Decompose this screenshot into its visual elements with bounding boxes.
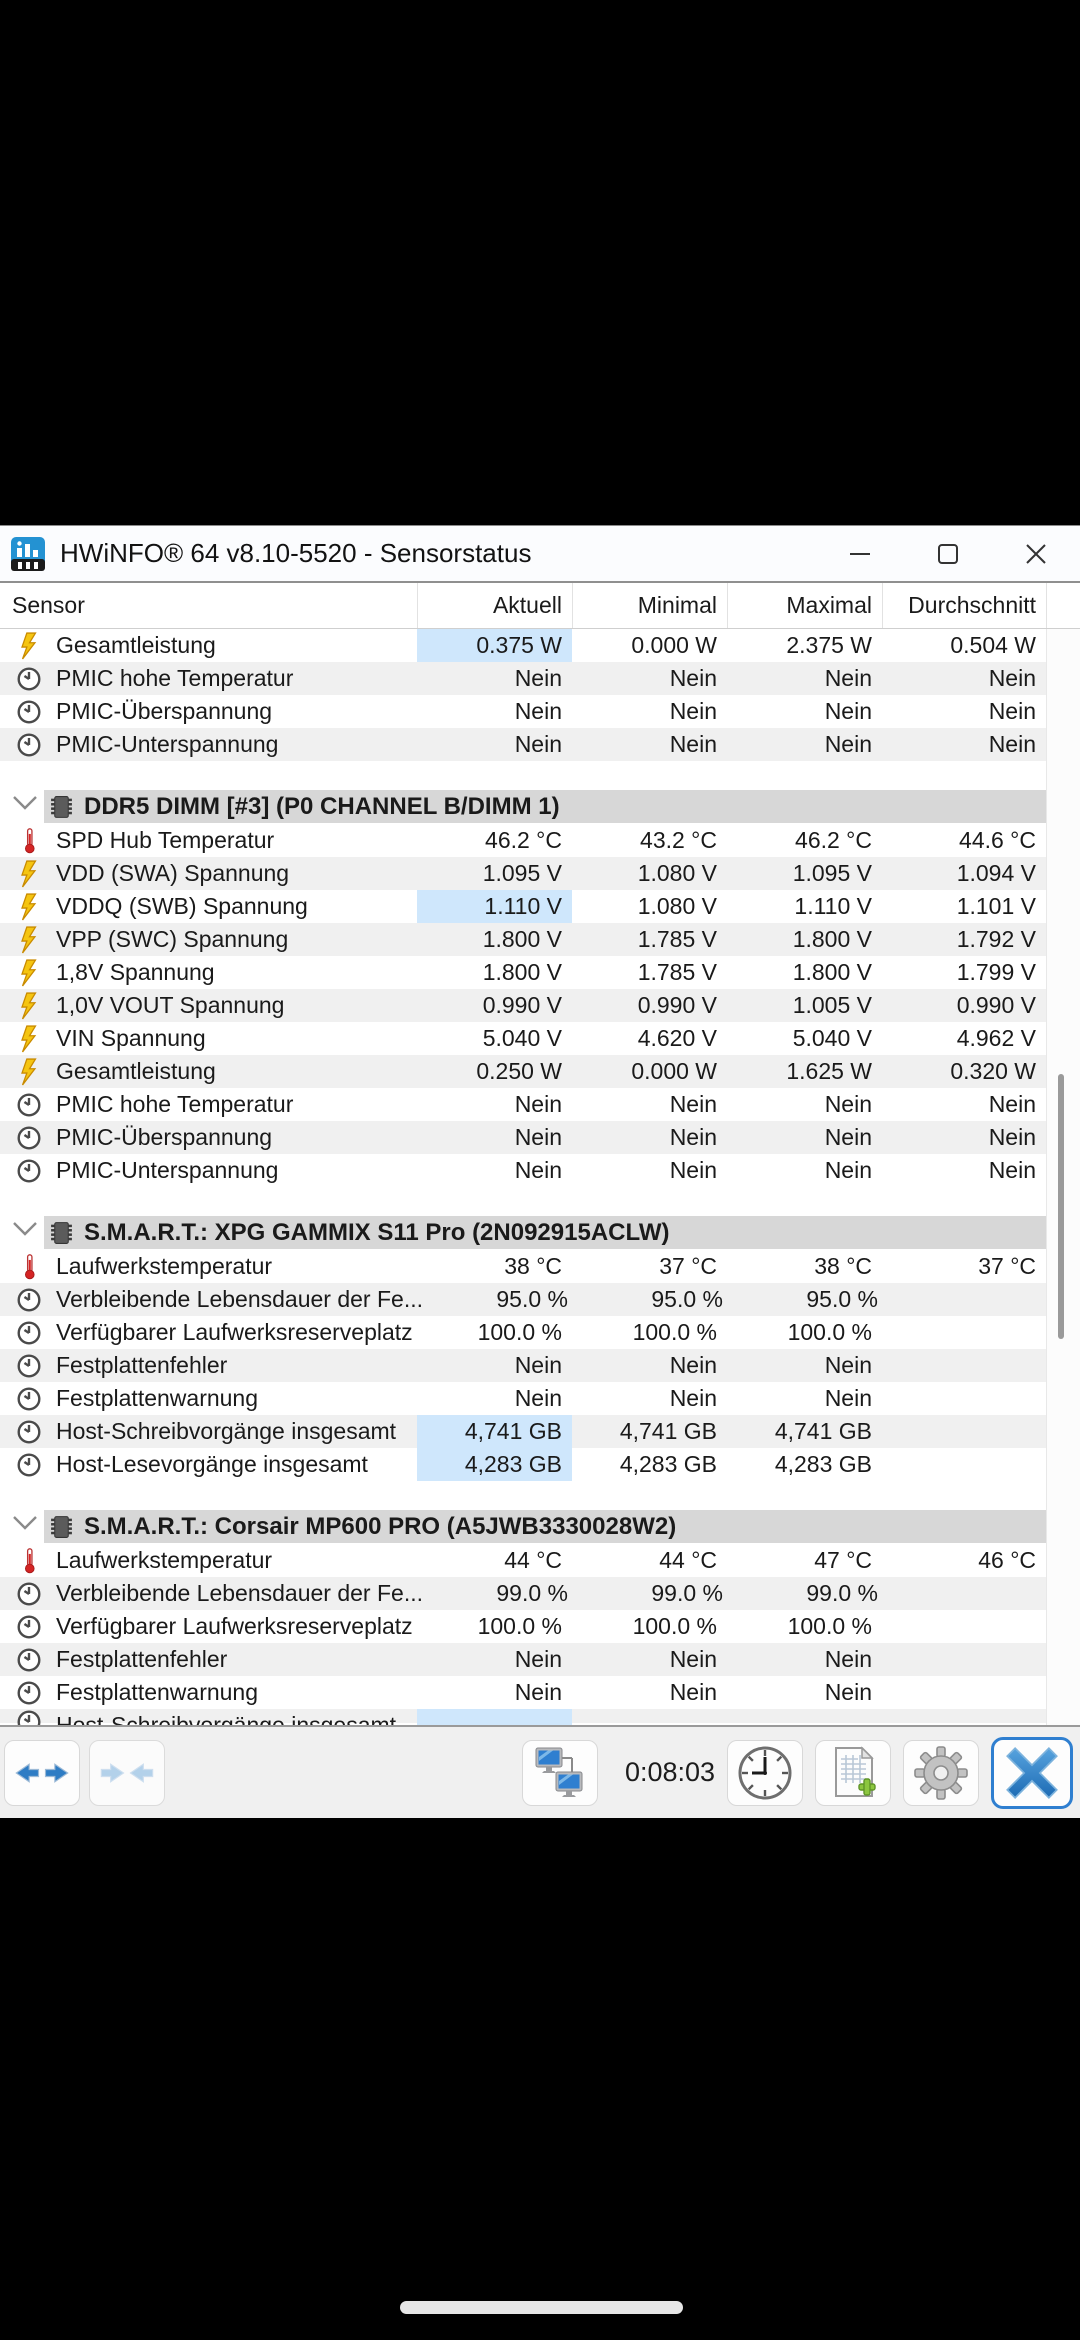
section-header-row[interactable] bbox=[0, 1215, 1046, 1250]
cell-minimal: Nein bbox=[669, 698, 717, 724]
cell-aktuell: 0.250 W bbox=[476, 1058, 562, 1084]
cell-durchschnitt: Nein bbox=[988, 1091, 1036, 1117]
sensor-label: Festplattenwarnung bbox=[56, 1679, 259, 1705]
collapse-sensor-values-button[interactable] bbox=[89, 1740, 165, 1806]
cell-maximal: 4,741 GB bbox=[774, 1418, 872, 1444]
gear-icon bbox=[913, 1745, 969, 1801]
clock-counter-icon bbox=[14, 1353, 44, 1379]
clock-counter-icon bbox=[14, 1287, 44, 1313]
cell-minimal: Nein bbox=[669, 1385, 717, 1411]
cell-durchschnitt: 1.101 V bbox=[956, 893, 1036, 919]
cell-maximal: 47 °C bbox=[814, 1547, 872, 1573]
cell-durchschnitt: 4.962 V bbox=[956, 1025, 1036, 1051]
sensor-row[interactable] bbox=[0, 1121, 1046, 1154]
cell-maximal: Nein bbox=[824, 1157, 872, 1183]
sensor-row[interactable] bbox=[0, 1643, 1046, 1676]
cell-minimal: Nein bbox=[669, 731, 717, 757]
cell-minimal: Nein bbox=[669, 1124, 717, 1150]
cell-minimal: Nein bbox=[669, 1646, 717, 1672]
cell-minimal: 1.080 V bbox=[637, 860, 717, 886]
minimize-button[interactable] bbox=[816, 526, 904, 581]
cell-aktuell: 0.375 W bbox=[417, 629, 572, 662]
sensor-row[interactable] bbox=[0, 1415, 1046, 1448]
sensor-label: 1,0V VOUT Spannung bbox=[56, 992, 285, 1018]
cell-aktuell: Nein bbox=[514, 1646, 562, 1672]
cell-aktuell: Nein bbox=[514, 698, 562, 724]
section-gap bbox=[0, 1481, 1046, 1509]
cell-maximal: 100.0 % bbox=[787, 1613, 872, 1639]
chevron-down-icon[interactable] bbox=[11, 793, 39, 818]
cell-maximal: 38 °C bbox=[814, 1253, 872, 1279]
window-controls bbox=[816, 526, 1080, 581]
chevron-down-icon[interactable] bbox=[11, 1513, 39, 1538]
cell-aktuell: 1.800 V bbox=[482, 959, 562, 985]
sensor-label: PMIC-Unterspannung bbox=[56, 731, 279, 757]
sensor-label: Host-Schreibvorgänge insgesamt bbox=[56, 1418, 397, 1444]
sensor-label: Laufwerkstemperatur bbox=[56, 1253, 273, 1279]
thermometer-icon bbox=[14, 827, 44, 854]
uptime-counter: 0:08:03 bbox=[624, 1757, 716, 1787]
report-add-icon bbox=[826, 1745, 880, 1801]
remote-monitoring-button[interactable] bbox=[522, 1740, 598, 1806]
sensor-row[interactable] bbox=[0, 1088, 1046, 1121]
lightning-bolt-icon bbox=[14, 632, 44, 660]
close-x-icon bbox=[1005, 1746, 1059, 1800]
sensor-label: 1,8V Spannung bbox=[56, 959, 215, 985]
sensor-label: PMIC hohe Temperatur bbox=[56, 1091, 294, 1117]
network-monitors-icon bbox=[534, 1746, 586, 1800]
clock-counter-icon bbox=[14, 1452, 44, 1478]
sensor-label: Laufwerkstemperatur bbox=[56, 1547, 273, 1573]
cell-minimal: 37 °C bbox=[659, 1253, 717, 1279]
cell-maximal: Nein bbox=[824, 1124, 872, 1150]
cell-maximal: 1.625 W bbox=[786, 1058, 872, 1084]
lightning-bolt-icon bbox=[14, 992, 44, 1020]
cell-aktuell: 100.0 % bbox=[477, 1613, 562, 1639]
cell-aktuell: 1.110 V bbox=[417, 890, 572, 923]
sensor-label: Verbleibende Lebensdauer der Fe... bbox=[56, 1580, 423, 1606]
sensor-label: Verfügbarer Laufwerksreserveplatz bbox=[56, 1613, 413, 1639]
sensor-label: Gesamtleistung bbox=[56, 632, 216, 658]
hwinfo-sensor-window bbox=[0, 525, 1080, 1817]
clock-counter-icon bbox=[14, 1092, 44, 1118]
cell-aktuell: 95.0 % bbox=[496, 1286, 568, 1312]
cell-aktuell: 5.040 V bbox=[482, 1025, 562, 1051]
section-band bbox=[44, 1216, 1046, 1249]
header-scrollbar-gutter bbox=[1046, 583, 1080, 628]
section-header-row[interactable] bbox=[0, 789, 1046, 824]
sensor-label: Festplattenfehler bbox=[56, 1646, 228, 1672]
sensor-table-body bbox=[0, 629, 1046, 1723]
cell-maximal: 1.095 V bbox=[792, 860, 872, 886]
sensor-row[interactable] bbox=[0, 695, 1046, 728]
cell-aktuell: Nein bbox=[514, 1091, 562, 1117]
maximize-button[interactable] bbox=[904, 526, 992, 581]
cell-minimal: 99.0 % bbox=[651, 1580, 723, 1606]
section-title: S.M.A.R.T.: Corsair MP600 PRO (A5JWB3330028W2) bbox=[84, 1512, 677, 1540]
cell-maximal: 1.005 V bbox=[792, 992, 872, 1018]
clock-counter-icon bbox=[14, 1581, 44, 1607]
cell-aktuell: Nein bbox=[514, 1157, 562, 1183]
sensor-row[interactable] bbox=[0, 1448, 1046, 1481]
cell-maximal: 4,283 GB bbox=[774, 1451, 872, 1477]
cell-minimal: Nein bbox=[669, 1157, 717, 1183]
sensor-row[interactable] bbox=[0, 857, 1046, 890]
cell-aktuell: 4,741 GB bbox=[417, 1415, 572, 1448]
cell-durchschnitt: 1.799 V bbox=[956, 959, 1036, 985]
cell-maximal: 1.110 V bbox=[794, 893, 872, 919]
sensor-row[interactable] bbox=[0, 923, 1046, 956]
clock-counter-icon bbox=[14, 1320, 44, 1346]
clock-counter-icon bbox=[14, 1419, 44, 1445]
cell-minimal: 0.990 V bbox=[637, 992, 717, 1018]
sensor-row[interactable] bbox=[0, 1055, 1046, 1088]
arrows-expand-icon bbox=[14, 1759, 70, 1787]
lightning-bolt-icon bbox=[14, 1025, 44, 1053]
section-gap bbox=[0, 1187, 1046, 1215]
section-title: DDR5 DIMM [#3] (P0 CHANNEL B/DIMM 1) bbox=[84, 792, 560, 820]
sensor-row[interactable] bbox=[0, 1577, 1046, 1610]
hwinfo-app-icon bbox=[10, 536, 46, 572]
sensor-label: SPD Hub Temperatur bbox=[56, 827, 275, 853]
cell-durchschnitt: 0.990 V bbox=[956, 992, 1036, 1018]
cell-durchschnitt: 37 °C bbox=[978, 1253, 1036, 1279]
clock-counter-icon bbox=[14, 1386, 44, 1412]
sensor-row[interactable] bbox=[0, 1349, 1046, 1382]
cell-maximal: Nein bbox=[824, 731, 872, 757]
sensor-label: VIN Spannung bbox=[56, 1025, 206, 1051]
cell-durchschnitt: 0.320 W bbox=[950, 1058, 1036, 1084]
section-band bbox=[44, 790, 1046, 823]
sensor-row[interactable] bbox=[0, 1544, 1046, 1577]
cell-aktuell: 0.990 V bbox=[482, 992, 562, 1018]
sensor-label: VDDQ (SWB) Spannung bbox=[56, 893, 308, 919]
lightning-bolt-icon bbox=[14, 926, 44, 954]
cell-durchschnitt bbox=[888, 1577, 1052, 1610]
cell-maximal: Nein bbox=[824, 698, 872, 724]
cell-durchschnitt bbox=[882, 1676, 1046, 1709]
clock-counter-icon bbox=[14, 1158, 44, 1184]
sensor-row[interactable] bbox=[0, 1154, 1046, 1187]
cell-minimal: Nein bbox=[669, 1352, 717, 1378]
section-header-row[interactable] bbox=[0, 1509, 1046, 1544]
toolbar-left-buttons bbox=[4, 1740, 165, 1806]
window-title: HWiNFO® 64 v8.10-5520 - Sensorstatus bbox=[60, 538, 532, 568]
cell-aktuell: Nein bbox=[514, 1352, 562, 1378]
cell-aktuell: Nein bbox=[514, 665, 562, 691]
cell-maximal: 95.0 % bbox=[806, 1286, 878, 1312]
column-header-sensor[interactable]: Sensor bbox=[12, 592, 85, 618]
section-gap bbox=[0, 761, 1046, 789]
sensor-row[interactable] bbox=[0, 1610, 1046, 1643]
cell-maximal: 1.800 V bbox=[792, 959, 872, 985]
sensor-table bbox=[0, 629, 1080, 1725]
toolbar-right-buttons bbox=[727, 1737, 1073, 1809]
column-header-row bbox=[0, 583, 1080, 629]
sensor-label: PMIC hohe Temperatur bbox=[56, 665, 294, 691]
column-header-minimal[interactable]: Minimal bbox=[572, 583, 727, 628]
sensor-label: Verfügbarer Laufwerksreserveplatz bbox=[56, 1319, 413, 1345]
sensor-row[interactable] bbox=[0, 1676, 1046, 1709]
cell-maximal: 2.375 W bbox=[786, 632, 872, 658]
clock-counter-icon bbox=[14, 732, 44, 758]
expand-sensor-values-button[interactable] bbox=[4, 1740, 80, 1806]
sensor-row[interactable] bbox=[0, 824, 1046, 857]
sensor-row[interactable] bbox=[0, 1316, 1046, 1349]
clock-counter-icon bbox=[14, 699, 44, 725]
cell-minimal: 1.785 V bbox=[637, 926, 717, 952]
cell-aktuell: 4,283 GB bbox=[417, 1448, 572, 1481]
cell-durchschnitt bbox=[882, 1643, 1046, 1676]
vertical-scrollbar[interactable] bbox=[1046, 629, 1080, 1725]
cell-aktuell: Nein bbox=[514, 1124, 562, 1150]
lightning-bolt-icon bbox=[14, 860, 44, 888]
cell-durchschnitt bbox=[888, 1283, 1052, 1316]
cell-maximal: Nein bbox=[824, 665, 872, 691]
sensor-label: Host-Lesevorgänge insgesamt bbox=[56, 1451, 368, 1477]
cell-aktuell: 100.0 % bbox=[477, 1319, 562, 1345]
sensor-row[interactable] bbox=[0, 662, 1046, 695]
cell-durchschnitt: 1.094 V bbox=[956, 860, 1036, 886]
cell-minimal: 4.620 V bbox=[637, 1025, 717, 1051]
cell-maximal: Nein bbox=[824, 1646, 872, 1672]
cell-minimal: 100.0 % bbox=[632, 1319, 717, 1345]
cell-aktuell: 44 °C bbox=[504, 1547, 562, 1573]
logging-report-button[interactable] bbox=[815, 1740, 891, 1806]
cell-durchschnitt: 46 °C bbox=[978, 1547, 1036, 1573]
cell-durchschnitt bbox=[882, 1448, 1046, 1481]
cell-aktuell: Nein bbox=[514, 1385, 562, 1411]
cell-maximal: 99.0 % bbox=[806, 1580, 878, 1606]
uptime-clock-button[interactable] bbox=[727, 1740, 803, 1806]
cell-maximal: 5.040 V bbox=[792, 1025, 872, 1051]
cell-minimal: Nein bbox=[669, 665, 717, 691]
sensor-row[interactable] bbox=[0, 1022, 1046, 1055]
sensor-label: VDD (SWA) Spannung bbox=[56, 860, 290, 886]
cell-minimal: 95.0 % bbox=[651, 1286, 723, 1312]
home-indicator[interactable] bbox=[400, 2301, 683, 2314]
thermometer-icon bbox=[14, 1253, 44, 1280]
sensor-label: PMIC-Überspannung bbox=[56, 1124, 273, 1150]
cell-durchschnitt bbox=[882, 1382, 1046, 1415]
sensor-label: VPP (SWC) Spannung bbox=[56, 926, 289, 952]
memory-chip-icon bbox=[49, 1219, 74, 1247]
memory-chip-icon bbox=[49, 1513, 74, 1541]
cell-durchschnitt: 1.792 V bbox=[956, 926, 1036, 952]
sensor-row[interactable] bbox=[0, 989, 1046, 1022]
thermometer-icon bbox=[14, 1547, 44, 1574]
cell-minimal: 0.000 W bbox=[631, 1058, 717, 1084]
clock-counter-icon bbox=[14, 1614, 44, 1640]
cell-minimal: 1.080 V bbox=[637, 893, 717, 919]
close-button[interactable] bbox=[992, 526, 1080, 581]
cell-durchschnitt: Nein bbox=[988, 698, 1036, 724]
cell-minimal: 4,283 GB bbox=[619, 1451, 717, 1477]
cell-durchschnitt bbox=[882, 1415, 1046, 1448]
sensor-label: Gesamtleistung bbox=[56, 1058, 216, 1084]
sensor-label: Verbleibende Lebensdauer der Fe... bbox=[56, 1286, 423, 1312]
cell-durchschnitt bbox=[882, 1349, 1046, 1382]
clock-counter-icon bbox=[14, 1647, 44, 1673]
cell-maximal: Nein bbox=[824, 1679, 872, 1705]
cell-aktuell: Nein bbox=[514, 1679, 562, 1705]
cell-maximal: 1.800 V bbox=[792, 926, 872, 952]
scrollbar-thumb[interactable] bbox=[1058, 1074, 1064, 1339]
cell-minimal: 4,741 GB bbox=[619, 1418, 717, 1444]
cell-durchschnitt: 44.6 °C bbox=[959, 827, 1036, 853]
cell-minimal: 44 °C bbox=[659, 1547, 717, 1573]
lightning-bolt-icon bbox=[14, 1058, 44, 1086]
chevron-down-icon[interactable] bbox=[11, 1219, 39, 1244]
cell-durchschnitt: Nein bbox=[988, 1124, 1036, 1150]
clock-counter-icon bbox=[14, 666, 44, 692]
sensor-row[interactable] bbox=[0, 1382, 1046, 1415]
column-header-maximal[interactable]: Maximal bbox=[727, 583, 882, 628]
toolbar-center-buttons bbox=[522, 1740, 598, 1806]
cell-maximal: 46.2 °C bbox=[795, 827, 872, 853]
cell-aktuell: 1.095 V bbox=[482, 860, 562, 886]
cell-maximal: Nein bbox=[824, 1352, 872, 1378]
title-bar[interactable] bbox=[0, 526, 1080, 581]
cell-minimal: Nein bbox=[669, 1091, 717, 1117]
sensor-label: Festplattenwarnung bbox=[56, 1385, 259, 1411]
settings-button[interactable] bbox=[903, 1740, 979, 1806]
cell-maximal: Nein bbox=[824, 1091, 872, 1117]
sensor-label: PMIC-Überspannung bbox=[56, 698, 273, 724]
section-title: S.M.A.R.T.: XPG GAMMIX S11 Pro (2N092915ACLW) bbox=[84, 1218, 670, 1246]
column-header-aktuell[interactable]: Aktuell bbox=[417, 583, 572, 628]
cell-maximal: 100.0 % bbox=[787, 1319, 872, 1345]
cell-aktuell: Nein bbox=[514, 731, 562, 757]
sensor-row[interactable] bbox=[0, 728, 1046, 761]
section-band bbox=[44, 1510, 1046, 1543]
cell-minimal: 100.0 % bbox=[632, 1613, 717, 1639]
cell-minimal: 43.2 °C bbox=[640, 827, 717, 853]
sensor-row[interactable] bbox=[0, 956, 1046, 989]
column-header-durchschnitt[interactable]: Durchschnitt bbox=[882, 583, 1046, 628]
sensor-label: PMIC-Unterspannung bbox=[56, 1157, 279, 1183]
cell-maximal: Nein bbox=[824, 1385, 872, 1411]
cell-minimal: 0.000 W bbox=[631, 632, 717, 658]
cell-durchschnitt: Nein bbox=[988, 665, 1036, 691]
cell-minimal: 1.785 V bbox=[637, 959, 717, 985]
sensor-row[interactable] bbox=[0, 1283, 1046, 1316]
cell-durchschnitt bbox=[882, 1316, 1046, 1349]
cell-durchschnitt bbox=[882, 1610, 1046, 1643]
bottom-toolbar bbox=[0, 1725, 1080, 1818]
memory-chip-icon bbox=[49, 793, 74, 821]
sensor-row[interactable] bbox=[0, 890, 1046, 923]
cell-durchschnitt: Nein bbox=[988, 1157, 1036, 1183]
lightning-bolt-icon bbox=[14, 959, 44, 987]
sensor-label: Festplattenfehler bbox=[56, 1352, 228, 1378]
cell-durchschnitt: Nein bbox=[988, 731, 1036, 757]
sensor-row[interactable] bbox=[0, 629, 1046, 662]
close-sensors-button[interactable] bbox=[991, 1737, 1073, 1809]
arrows-collapse-icon bbox=[99, 1759, 155, 1787]
clock-counter-icon bbox=[14, 1680, 44, 1706]
cell-aktuell: 1.800 V bbox=[482, 926, 562, 952]
cell-aktuell: 46.2 °C bbox=[485, 827, 562, 853]
cell-minimal: Nein bbox=[669, 1679, 717, 1705]
sensor-row[interactable] bbox=[0, 1250, 1046, 1283]
cell-aktuell: 99.0 % bbox=[496, 1580, 568, 1606]
sensor-row[interactable] bbox=[0, 1709, 1046, 1723]
lightning-bolt-icon bbox=[14, 893, 44, 921]
cell-durchschnitt: 0.504 W bbox=[950, 632, 1036, 658]
clock-counter-icon bbox=[14, 1125, 44, 1151]
cell-aktuell: 38 °C bbox=[504, 1253, 562, 1279]
analog-clock-icon bbox=[737, 1745, 793, 1801]
